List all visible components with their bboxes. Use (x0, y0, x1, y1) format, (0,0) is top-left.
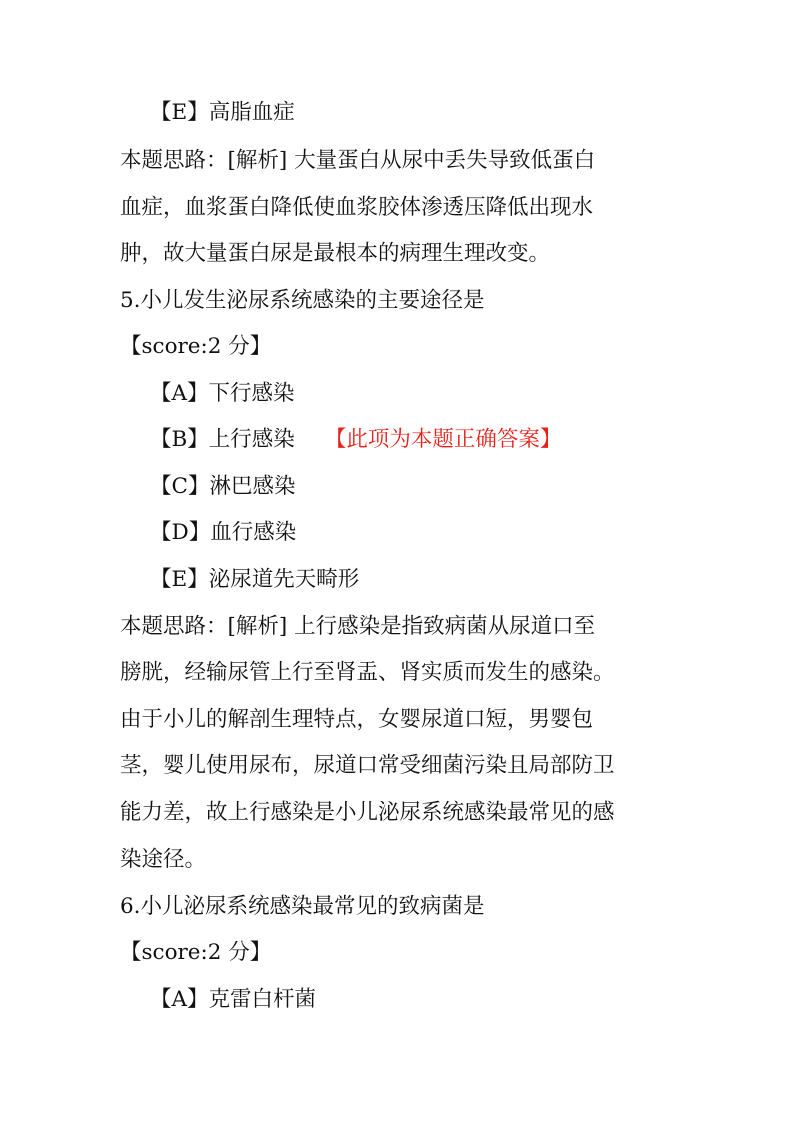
q4-analysis-line-3: 肿，故大量蛋白尿是最根本的病理生理改变。 (120, 241, 551, 266)
q4-analysis-line-2: 血症，血浆蛋白降低使血浆胶体渗透压降低出现水 (120, 195, 594, 220)
q5-analysis-line-4: 茎，婴儿使用尿布，尿道口常受细菌污染且局部防卫 (120, 753, 615, 778)
q5-option-b: 【B】上行感染 (150, 427, 295, 452)
q5-analysis-line-3: 由于小儿的解剖生理特点，女婴尿道口短，男婴包 (120, 707, 594, 732)
q5-analysis-line-5: 能力差，故上行感染是小儿泌尿系统感染最常见的感 (120, 800, 615, 825)
q5-option-d: 【D】血行感染 (150, 520, 297, 545)
q5-analysis-line-6: 染途径。 (120, 847, 207, 872)
q5-option-e: 【E】泌尿道先天畸形 (150, 567, 360, 592)
q4-analysis-line-1: 本题思路：[解析] 大量蛋白从尿中丢失导致低蛋白 (120, 148, 596, 173)
correct-answer-note: 【此项为本题正确答案】 (324, 427, 562, 452)
q6-question: 6.小儿泌尿系统感染最常见的致病菌是 (120, 894, 485, 919)
q5-option-b-row (150, 425, 561, 455)
q5-option-c: 【C】淋巴感染 (150, 474, 296, 499)
q5-option-a: 【A】下行感染 (150, 381, 295, 406)
q6-score: 【score:2 分】 (120, 940, 272, 965)
q5-question: 5.小儿发生泌尿系统感染的主要途径是 (120, 288, 485, 313)
q5-score: 【score:2 分】 (120, 334, 272, 359)
q6-option-a: 【A】克雷白杆菌 (150, 987, 317, 1012)
q5-analysis-line-1: 本题思路：[解析] 上行感染是指致病菌从尿道口至 (120, 614, 596, 639)
q4-option-e: 【E】高脂血症 (150, 100, 295, 125)
q5-analysis-line-2: 膀胱，经输尿管上行至肾盂、肾实质而发生的感染。 (120, 660, 615, 685)
